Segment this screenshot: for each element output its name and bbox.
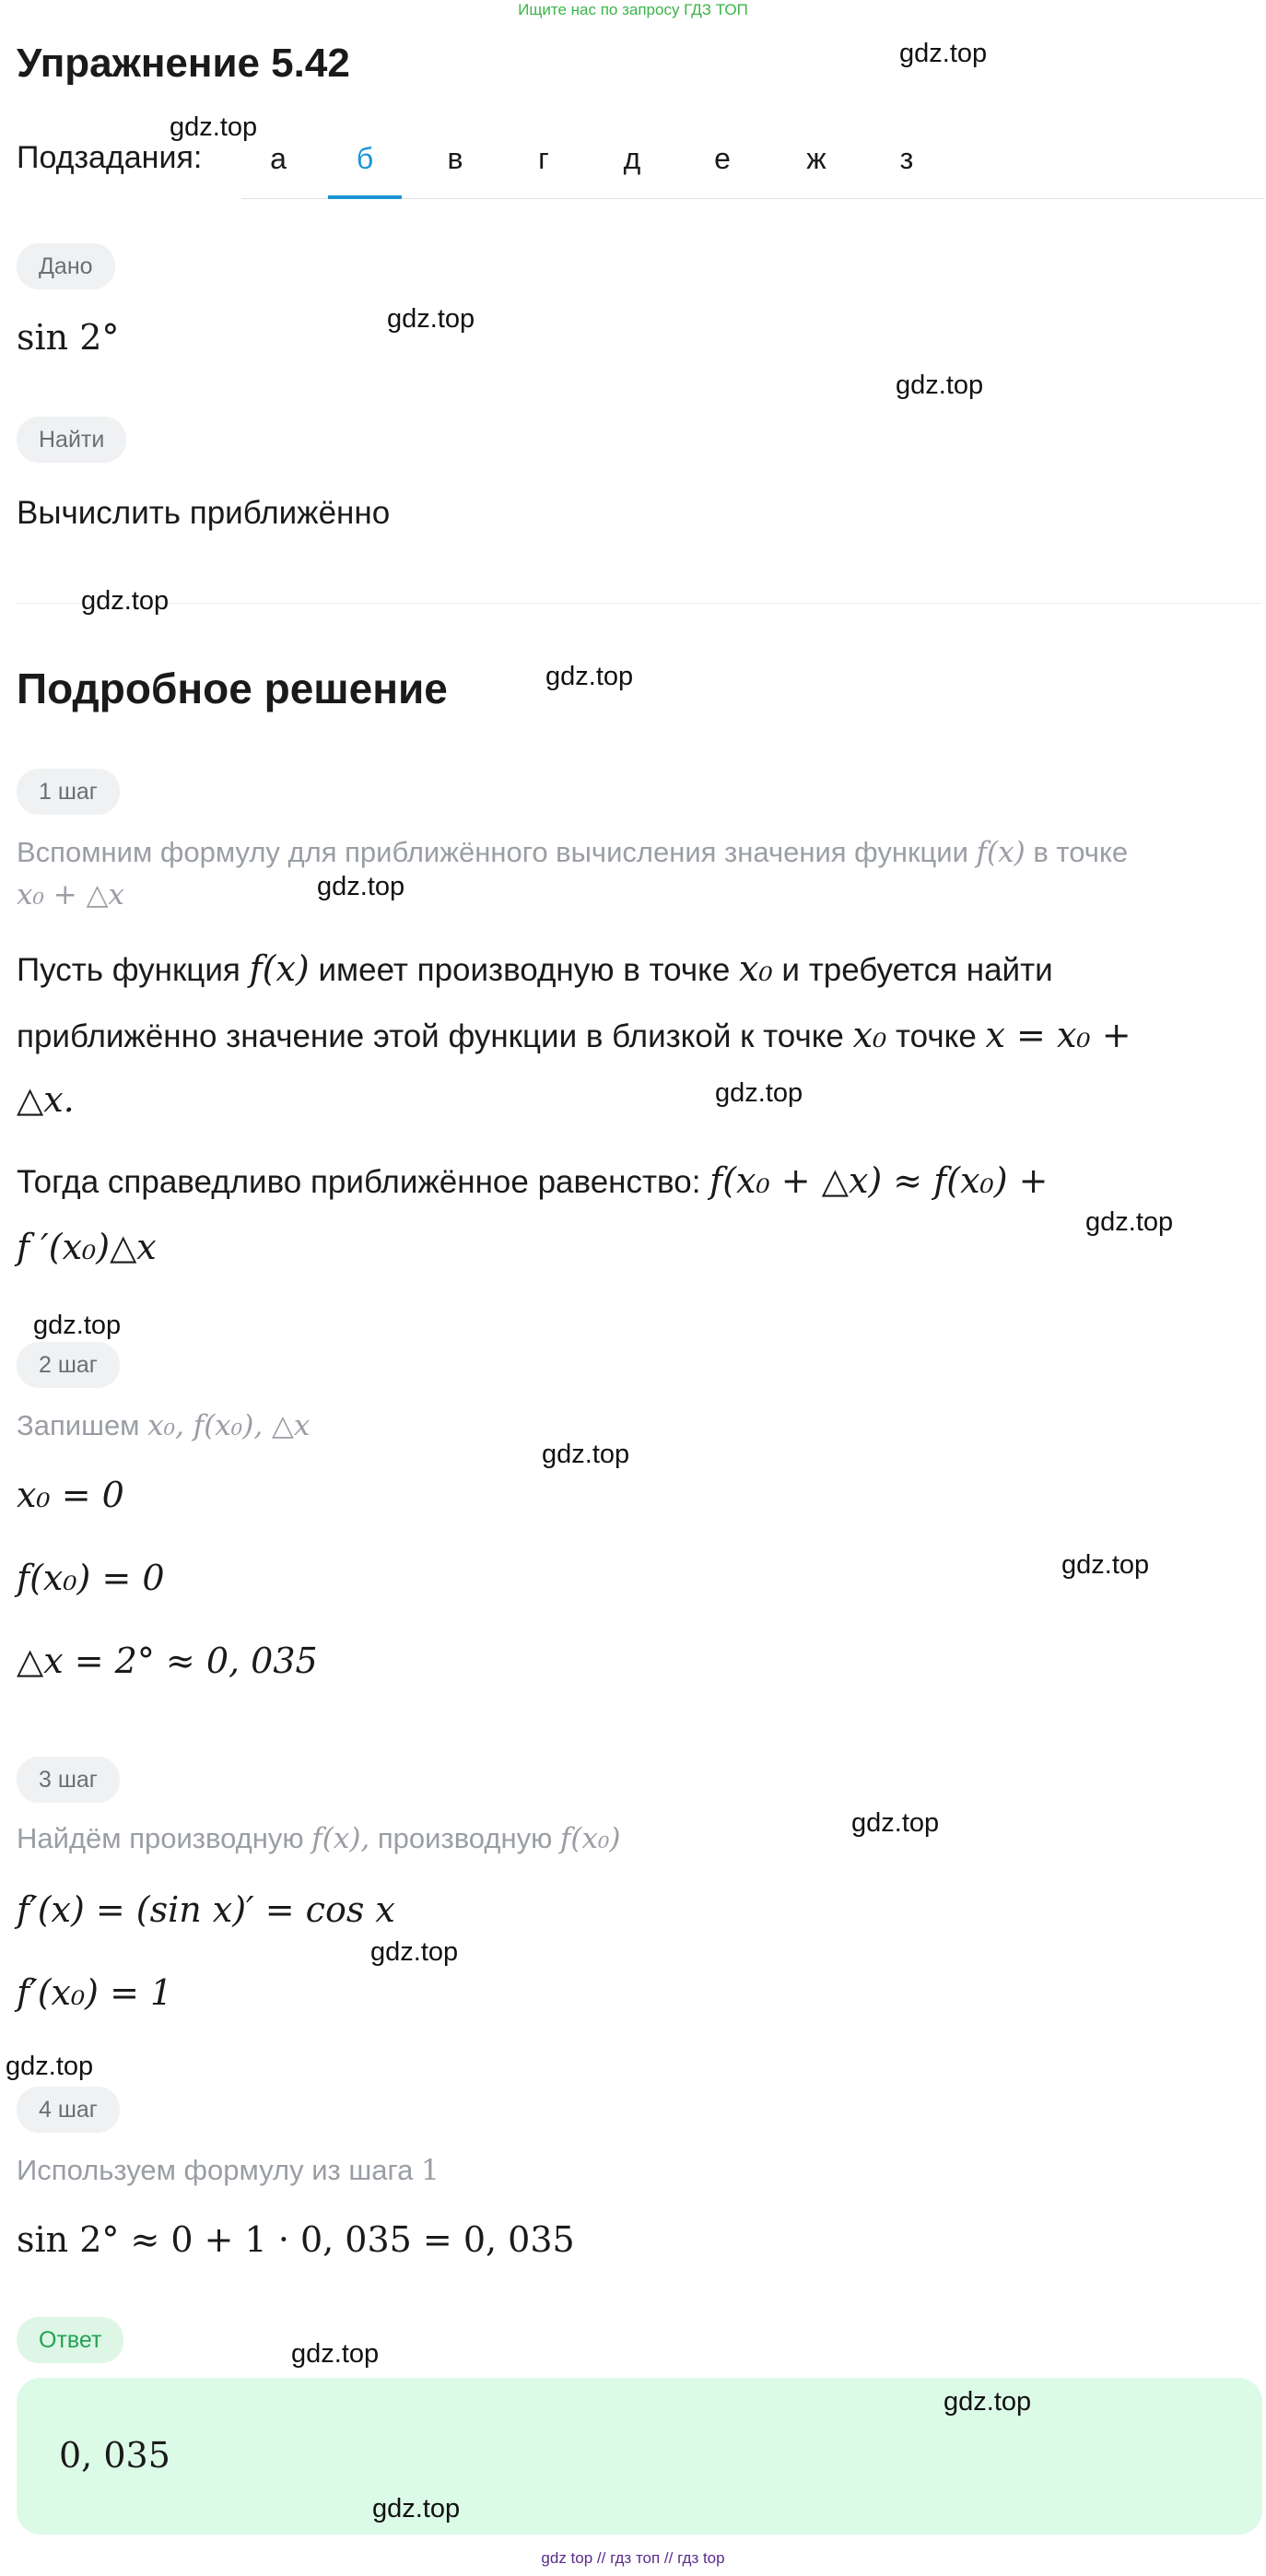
watermark: gdz.top [542, 1440, 630, 1469]
step-1-p3-expr: △x. [17, 1079, 75, 1120]
step-1-p2-x0: x₀ [852, 1015, 887, 1055]
step-1-hint-point: x₀ + △x [17, 878, 124, 912]
answer-badge: Ответ [17, 2317, 123, 2363]
tab-a[interactable]: а [270, 142, 287, 175]
step-1-p4-expr: f(x₀ + △x) ≈ f(x₀) + [709, 1160, 1049, 1201]
watermark: gdz.top [372, 2494, 461, 2523]
step-3-hint-fx0: f(x₀) [559, 1822, 621, 1855]
step-4-badge: 4 шаг [17, 2087, 120, 2133]
answer-box [17, 2378, 1262, 2535]
step-1-p2-text-b: точке [896, 1018, 977, 1054]
page-title: Упражнение 5.42 [17, 41, 350, 86]
step-1-hint-text-b: в точке [1033, 836, 1129, 868]
step-1-paragraph-4 [17, 1148, 1049, 1215]
tab-z[interactable]: з [899, 142, 914, 175]
watermark: gdz.top [6, 2052, 94, 2081]
step-1-p1-text-a: Пусть функция [17, 952, 240, 988]
watermark: gdz.top [33, 1311, 122, 1340]
step-1-hint-text: Вспомним формулу для приближённого вычисления значения функции [17, 836, 968, 868]
step-4-hint-text: Используем формулу из шага [17, 2154, 414, 2186]
step-1-p1-text-b: имеет производную в точке [318, 952, 731, 988]
watermark: gdz.top [896, 371, 984, 400]
step-2-line-1: x₀ = 0 [17, 1475, 124, 1515]
watermark: gdz.top [387, 304, 475, 334]
step-4-hint [17, 2149, 440, 2192]
tab-b[interactable]: б [328, 142, 402, 199]
step-4-hint-num: 1 [420, 2154, 440, 2187]
watermark: gdz.top [899, 39, 988, 68]
step-3-line-1: f′(x) = (sin x)′ = cos x [17, 1889, 395, 1930]
step-1-p1-fx: f(x) [249, 948, 310, 989]
answer-value: 0, 035 [59, 2435, 170, 2476]
step-1-hint-fx: f(x) [976, 836, 1026, 869]
step-3-hint [17, 1817, 621, 1860]
step-2-hint-text: Запишем [17, 1409, 140, 1441]
step-1-paragraph-1 [17, 936, 1053, 1003]
step-2-hint [17, 1405, 310, 1447]
watermark: gdz.top [545, 662, 634, 691]
watermark: gdz.top [1085, 1207, 1174, 1237]
given-badge: Дано [17, 243, 115, 289]
step-1-p4-text: Тогда справедливо приближённое равенство: [17, 1164, 701, 1200]
watermark: gdz.top [291, 2339, 380, 2369]
footer-links[interactable]: gdz top // гдз топ // гдз top [541, 2549, 725, 2567]
watermark: gdz.top [170, 112, 258, 142]
watermark: gdz.top [944, 2387, 1032, 2417]
step-3-hint-text-b: производную [377, 1822, 553, 1854]
step-2-hint-expr: x₀, f(x₀), △x [147, 1409, 311, 1442]
watermark: gdz.top [81, 586, 170, 616]
step-2-line-2: f(x₀) = 0 [17, 1558, 165, 1598]
step-1-p2-expr: x = x₀ + [985, 1015, 1131, 1055]
solution-title: Подробное решение [17, 665, 448, 712]
watermark: gdz.top [715, 1078, 803, 1108]
divider [17, 603, 1262, 604]
watermark: gdz.top [1061, 1550, 1150, 1580]
step-1-p2-text-a: приближённо значение этой функции в близкой к точке [17, 1018, 844, 1054]
step-1-p5-expr: f ′(x₀)△x [17, 1227, 157, 1267]
step-3-line-2: f′(x₀) = 1 [17, 1972, 173, 2013]
watermark: gdz.top [370, 1937, 459, 1967]
step-3-hint-fx: f(x), [311, 1822, 370, 1855]
step-1-p1-text-c: и требуется найти [781, 952, 1053, 988]
tab-e[interactable]: е [714, 142, 731, 175]
tab-d[interactable]: д [623, 142, 641, 175]
tab-v[interactable]: в [447, 142, 463, 175]
step-1-p1-x0: x₀ [739, 948, 773, 989]
subtasks-label: Подзадания: [17, 140, 203, 175]
tab-zh[interactable]: ж [806, 142, 826, 175]
step-1-hint [17, 831, 1233, 874]
step-1-badge: 1 шаг [17, 769, 120, 815]
watermark: gdz.top [317, 872, 405, 901]
tab-g[interactable]: г [538, 142, 549, 175]
watermark: gdz.top [851, 1808, 940, 1838]
top-banner[interactable]: Ищите нас по запросу ГДЗ ТОП [518, 1, 748, 18]
find-badge: Найти [17, 417, 126, 463]
step-3-badge: 3 шаг [17, 1757, 120, 1803]
step-1-paragraph-2 [17, 1003, 1131, 1069]
step-4-line-1: sin 2° ≈ 0 + 1 · 0, 035 = 0, 035 [17, 2219, 575, 2260]
find-text: Вычислить приближённо [17, 495, 391, 531]
given-expression: sin 2° [17, 317, 120, 358]
step-2-line-3: △x = 2° ≈ 0, 035 [17, 1641, 318, 1681]
subtask-tabs [241, 129, 1264, 199]
step-3-hint-text: Найдём производную [17, 1822, 304, 1854]
step-2-badge: 2 шаг [17, 1342, 120, 1388]
